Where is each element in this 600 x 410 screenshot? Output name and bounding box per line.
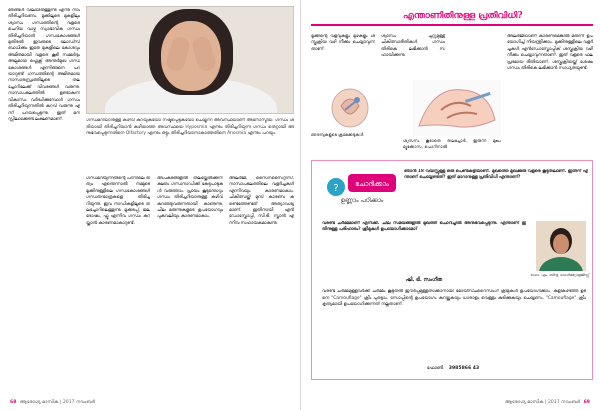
section-title: എന്താണിതിനുള്ള പ്രതിവിധി? [403,11,523,21]
photo-caption [86,118,294,170]
qa-logo-badge-text: ചോദിക്കാം [355,180,389,188]
right-footer [505,399,592,405]
woman-photo [86,6,294,114]
illustration-caption-1: ഞരമ്പുകളുടെ ക്രമക്കേടുകൾ [311,132,364,137]
phone-label: ഫോൺ [426,366,444,371]
qa-logo-text: ഉണ്ണാം പഠിക്കാം [340,197,384,204]
qa-question-1: ഞാൻ 18 വയസ്സുള്ള ഒരു പെൺകുട്ടിയാണ്. മുഖത്തെ മുഖക്കുരു വളരെ കൂടുതലാണ്. ഇതിന് എന്താണ് ചെയ്യേണ്ടത്? ഇത് മാറാനുള്ള പ്രതിവിധി എന്താണ്? [404,169,588,181]
right-column-3-text: അലർജിയാണ് കാരണമെങ്കിൽ മരുന്ന് ഉപയോഗിച്ച് നിയന്ത്രിക്കാം. മൂക്കിനുള്ളിലെ വളർച്ചകൾ എൻഡോസ്കോപ്പിക് ശസ്ത്രക്രിയ വഴി നീക്കം ചെയ്യാവുന്നതാണ്. ഇത് വളരെ ഫലപ്രദമായ രീതിയാണ്. ശസ്ത്രക്രിയയ്ക്ക് ശേഷം ഗന്ധം തിരികെ ലഭിക്കാൻ സാധ്യതയുണ്ട്. [507,34,593,72]
left-column-2-text: ഗന്ധമറിയുന്നതിന്റെ പിന്നിലെ തത്വം എന്തെന്നാൽ നമ്മുടെ മൂക്കിനുള്ളിലെ ഗന്ധകോശങ്ങൾ ഗന്ധതന്മാത്രകളെ തിരിച്ചറിയുന്നു. ഇവ നാഡികളിലൂടെ തലച്ചോറിലെത്തുന്നു. മൂക്കടപ്പ്, ജലദോഷം, ഫ്ലൂ എന്നിവ ഗന്ധം കുറയ്ക്കാൻ കാരണമാകാറുണ്ട്. [86,176,150,226]
nose-illustration [327,84,373,130]
right-page [300,0,600,410]
qa-answer [322,289,586,361]
left-column-4-text: അലർജി, സൈനസൈറ്റിസ്, നാസാപടലത്തിലെ വളർച്ചകൾ എന്നിവയും കാരണമാകാം. ചികിത്സയ്ക്ക് മുമ്പ് കാരണം കണ്ടെത്തേണ്ടത് അത്യാവശ്യമാണ്. ഇതിനായി എൻഡോസ്കോപ്പി, സി.ടി. സ്കാൻ എന്നിവ സഹായകമാകുന്നു. [229,176,294,226]
phone-number: 3985866 43 [448,366,480,371]
svg-text:?: ? [333,183,339,194]
right-page-number: 69 [583,400,590,405]
left-column-1-text: ഞങ്ങൾ വിലയിരുത്തുന്നു എന്നു നാം തിരിച്ചറിയണം. മൂക്കിലൂടെ മുകളിലും ശ്വാസം ഗന്ധത്തിന്റെ വളരെ ചെറിയ വാഴ്ച സ്വാഭാവിക ഗന്ധം തിരിച്ചറിയാൻ ഗന്ധകോശങ്ങൾ മുതിരൽ ഇവരുടെ ലോഡ്സ് ബാധിക്കും ഇതേ മുകളിലെ കോശവും അമിതമായി വളരെ കൂടി സമ്മർദ്ദം അല്പമായ ഫ്ലെക്സ് അന്തർമുഖ ഗന്ധകോശങ്ങൾ എന്നിങ്ങനെ പറയാറുണ്ട് ഗന്ധത്തിന്റെ അമിതമായ നാസാരന്ധ്രത്തിലൂടെ തലച്ചോറിലേക്ക് വിവരങ്ങൾ വരുന്നു. നാസാപടലത്തിൽ ഉണ്ടാകുന്ന വികാസം വർദ്ധിക്കുമ്പോൾ ഗന്ധം തിരിച്ചറിയുന്നതിൽ കുറവ് വരുന്നു എന്ന് പറയപ്പെടുന്നു. ഇത് മനസ്സിലാക്കേണ്ട ലക്ഷണമാണ്. [8,8,80,122]
doctor-photo [536,221,586,271]
phone-line [312,365,594,371]
right-column-2-text: ശ്വാസം ചുറ്റുമുള്ള ചികിത്സാരീതികൾ ഗന്ധം തിരികെ ലഭിക്കാൻ സഹായിക്കുന്നു. [381,34,445,59]
qa-logo [326,173,398,205]
photo-caption-text: ഗന്ധമറിയാനുള്ള കഴിവ് കുറയുകയോ നഷ്ടപ്പെടുകയോ ചെയ്യുന്ന അവസ്ഥയാണ് അനോസ്മിയ. ഗന്ധം ശരിയായി തിരിച്ചറിയാൻ കഴിയാത്ത അവസ്ഥയെ Hyposmia എന്നും തിരിച്ചറിയുന്ന ഗന്ധം തെറ്റായി അനുഭവപ്പെടുന്നതിനെ Olfactory എന്നും ഒട്ടും തിരിച്ചറിയാനാകാത്തതിനെ Anosmia എന്നും പറയും. [86,118,294,137]
questioner-name: ഷി. ടി. സംഗീത [405,277,443,283]
right-footer-text: ആരോഗ്യ മാസിക | 2017 നവംബർ [505,400,581,405]
section-title-bar [311,10,593,26]
left-footer [8,399,95,405]
doctor-credentials: ഡോ. എം. ബിന്ദു, ഡെർമറ്റോളജിസ്റ്റ് [530,273,590,277]
qa-question-2: വരണ്ട ചർമ്മമാണ് എനിക്ക്. ചില സമയങ്ങളിൽ മുഖത്ത് ചൊറിച്ചിൽ അനുഭവപ്പെടുന്നു. എന്താണ് ഇതിനുള്ള പരിഹാരം? ക്രീമുകൾ ഉപയോഗിക്കാമോ? [322,221,526,233]
left-page-number: 68 [10,400,17,405]
qa-box [311,160,593,380]
qa-answer-text: വരണ്ട ചർമ്മമുള്ളവർക്ക് ചർമ്മം കൂടുതൽ ഈർപ്പമുള്ളതാക്കാനായി മോയ്സ്ചറൈസിംഗ് ക്രീമുകൾ ഉപയോഗിക്കാം. കുളികഴിഞ്ഞ ഉടനെ "Camouflage" ക്രീം പുരട്ടാം. സോപ്പിന്റെ ഉപയോഗം കുറയ്ക്കുകയും ധാരാളം വെള്ളം കുടിക്കുകയും ചെയ്യണം. "Camouflage" ക്രീം കൃത്യമായി ഉപയോഗിക്കുന്നത് നല്ലതാണ്. [322,289,586,308]
illustration-caption-2: ശ്വസനം കൂടാതെ തലച്ചോർ, ഇരുന്ന മുഖം മ്യൂക്കോസ, പൊറിനാൽ [403,138,501,150]
right-column-1-text: മൂക്കിന്റെ വളവുകളും മുഴകളും ശസ്ത്രക്രിയ വഴി നീക്കം ചെയ്യാവുന്നതാണ്. [311,34,375,52]
nasal-cavity-illustration [413,80,501,136]
left-column-3-text: അപകടങ്ങളിൽ തലയ്ക്കേൽക്കുന്ന ക്ഷതം ഗന്ധനാഡിക്ക് കേടുപാടുകൾ വരുത്താം. പ്രായം കൂടുന്തോറും ഗന്ധം തിരിച്ചറിയാനുള്ള കഴിവ് കുറഞ്ഞുവരുന്നതായി കാണുന്നു. ചില മരുന്നുകളുടെ ഉപയോഗവും പുകവലിയും കാരണമാകാം. [157,176,223,220]
left-footer-text: ആരോഗ്യ മാസിക | 2017 നവംബർ [19,400,95,405]
